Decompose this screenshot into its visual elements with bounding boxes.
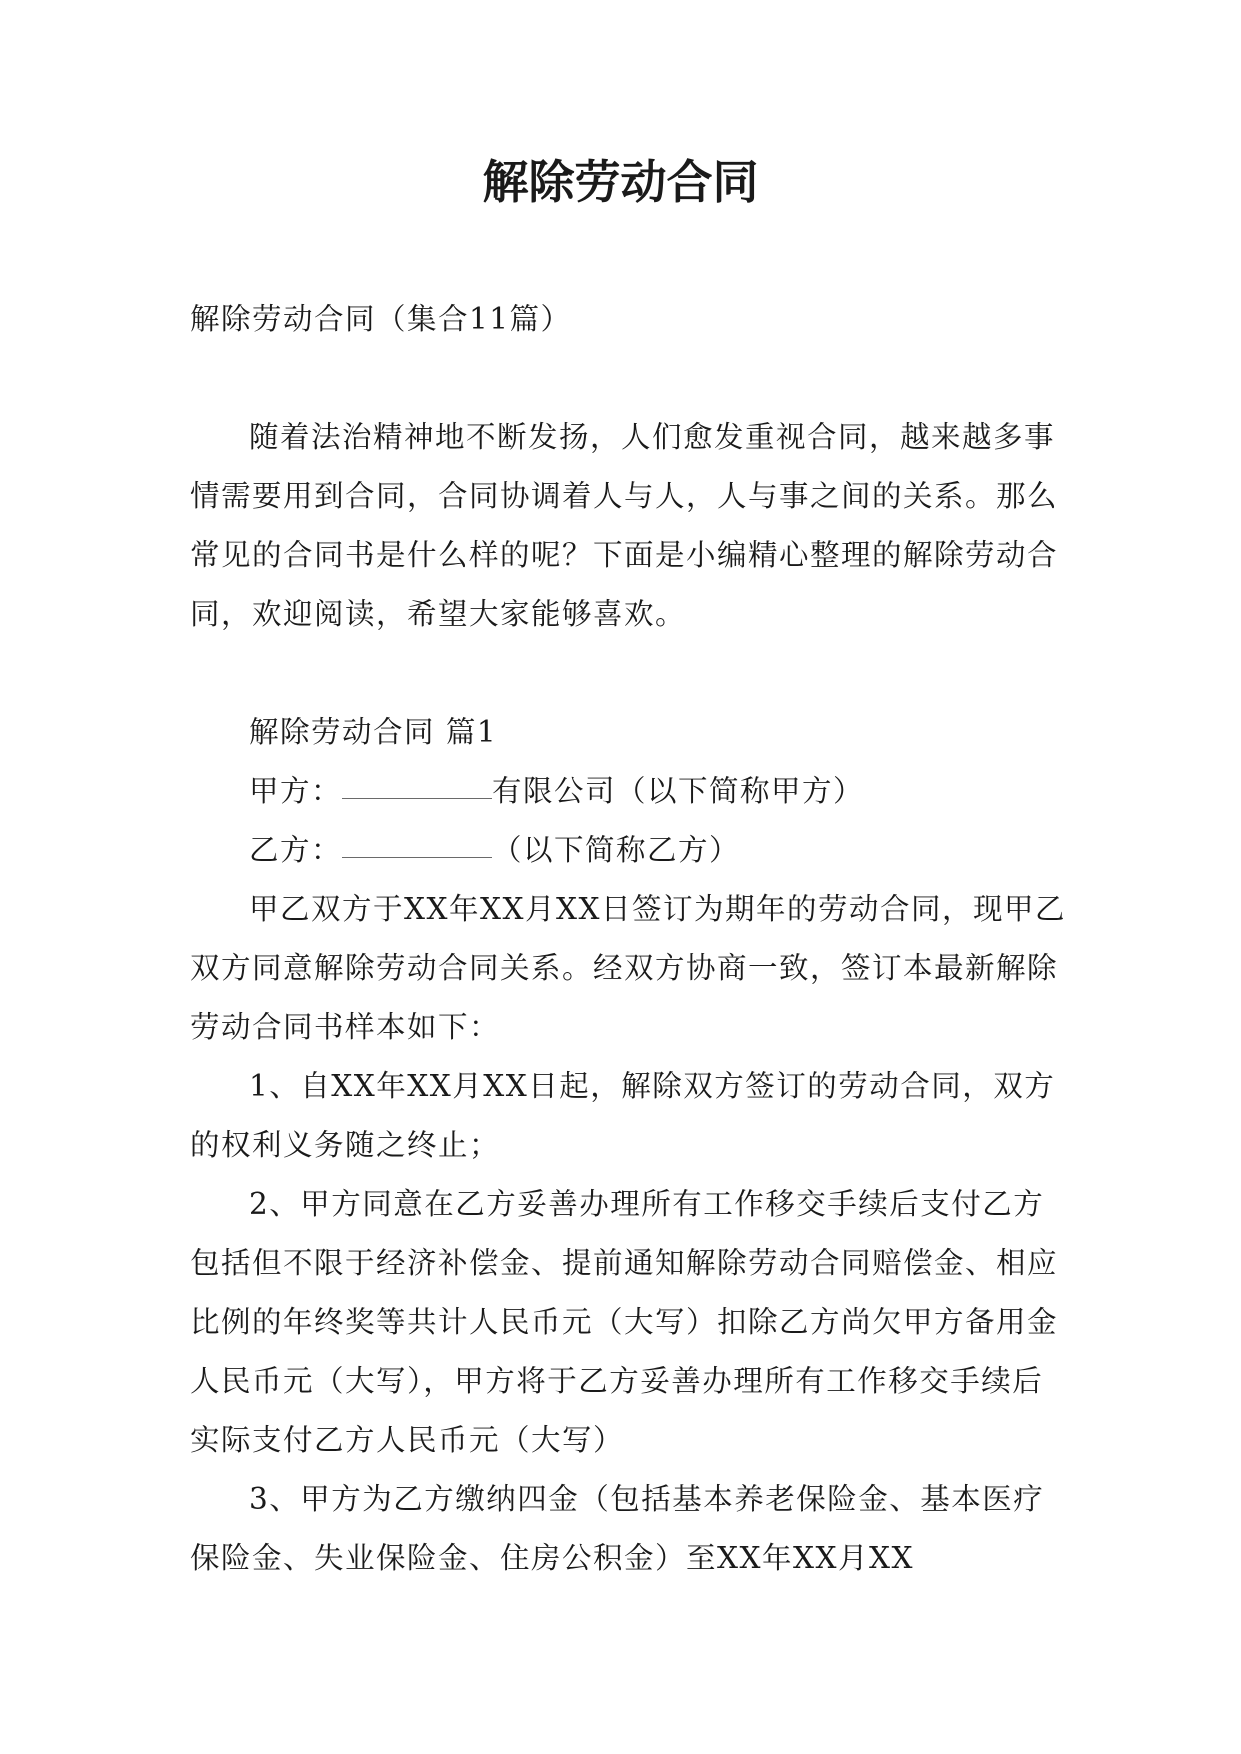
party-a-label: 甲方： <box>249 774 343 808</box>
body-paragraph-clause-2: 2、甲方同意在乙方妥善办理所有工作移交手续后支付乙方包括但不限于经济补偿金、提前通知解除劳动合同赔偿金、相应比例的年终奖等共计人民币元（大写）扣除乙方尚欠甲方备用金人民币元（大写），甲方将于乙方妥善办理所有工作移交手续后实际支付乙方人民币元（大写） <box>190 1187 1059 1457</box>
document-title: 解除劳动合同 <box>482 155 759 209</box>
party-a-line <box>190 762 1070 821</box>
party-b-line <box>190 821 1070 880</box>
section-heading: 解除劳动合同 篇1 <box>249 715 498 749</box>
party-b-suffix: （以下简称乙方） <box>492 833 741 867</box>
document-subtitle: 解除劳动合同（集合11篇） <box>190 302 572 336</box>
body-paragraph-clause-3: 3、甲方为乙方缴纳四金（包括基本养老保险金、基本医疗保险金、失业保险金、住房公积金）至XX年XX月XX <box>190 1482 1045 1575</box>
intro-paragraph: 随着法治精神地不断发扬，人们愈发重视合同，越来越多事情需要用到合同，合同协调着人与人，人与事之间的关系。那么常见的合同书是什么样的呢？下面是小编精心整理的解除劳动合同，欢迎阅读，希望大家能够喜欢。 <box>190 420 1059 631</box>
body-paragraph-agreement: 甲乙双方于XX年XX月XX日签订为期年的劳动合同，现甲乙双方同意解除劳动合同关系。经双方协商一致，签订本最新解除劳动合同书样本如下： <box>190 892 1067 1044</box>
party-b-blank[interactable] <box>342 831 492 858</box>
document-body <box>190 290 1070 1588</box>
party-a-blank[interactable] <box>342 772 492 799</box>
body-paragraph-clause-1: 1、自XX年XX月XX日起，解除双方签订的劳动合同，双方的权利义务随之终止； <box>190 1069 1056 1162</box>
party-b-label: 乙方： <box>249 833 343 867</box>
party-a-suffix: 有限公司（以下简称甲方） <box>492 774 865 808</box>
